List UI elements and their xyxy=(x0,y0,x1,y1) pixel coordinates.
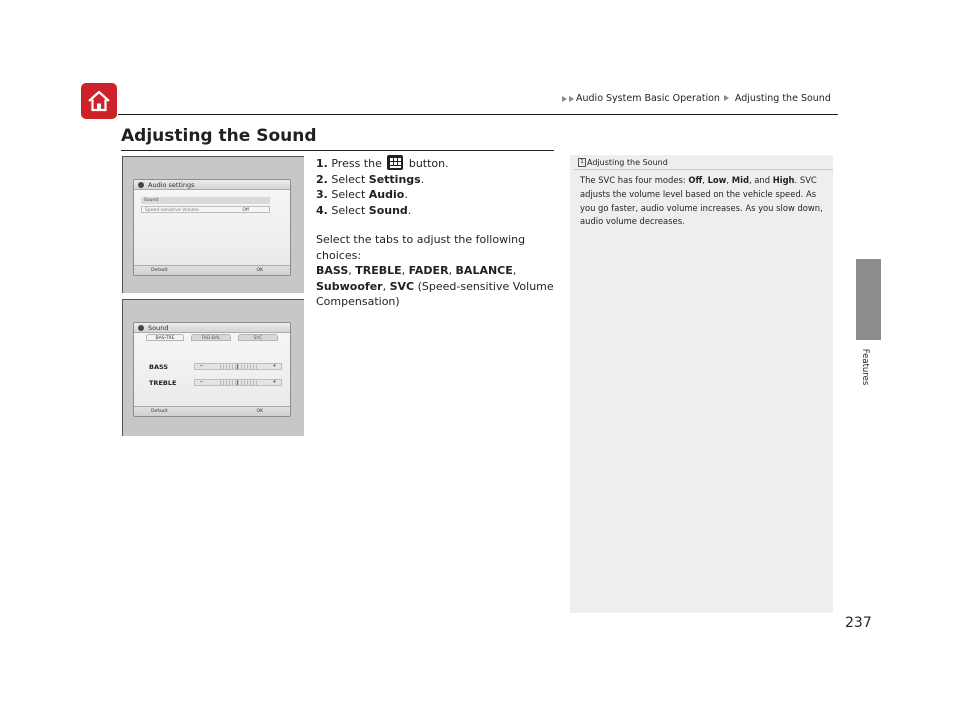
choice-bass: BASS xyxy=(316,264,349,277)
plus-icon: + xyxy=(272,379,277,385)
paragraph-text: (Speed-sensitive Volume Compensation) xyxy=(316,279,554,308)
separator: , xyxy=(702,175,708,185)
minus-icon: − xyxy=(199,363,204,369)
note-text: SVC adjusts the volume level based on the vehicle speed. As you go faster, audio volume increases. As you slow down, audio volume decreases. xyxy=(580,175,823,227)
display-screen xyxy=(133,322,291,417)
mode-off: Off xyxy=(688,175,703,185)
breadcrumb-item[interactable]: Adjusting the Sound xyxy=(734,93,831,104)
menu-item-value: Off xyxy=(242,208,249,213)
note-title: Adjusting the Sound xyxy=(587,158,668,167)
audio-settings-screenshot xyxy=(122,156,304,293)
back-icon xyxy=(138,182,144,188)
step-4 xyxy=(316,203,556,219)
breadcrumb-arrow-icon xyxy=(569,96,574,102)
choice-treble: TREBLE xyxy=(355,264,402,277)
treble-label: TREBLE xyxy=(149,379,177,387)
step-1 xyxy=(316,155,556,172)
step-text: Press the xyxy=(331,157,382,170)
screen-header xyxy=(134,180,290,190)
instructions xyxy=(316,155,556,310)
separator: , xyxy=(726,175,732,185)
display-screen xyxy=(133,179,291,276)
step-number: 1. xyxy=(316,157,328,170)
step-keyword: Audio xyxy=(368,188,405,201)
mode-low: Low xyxy=(707,175,727,185)
default-button: Default xyxy=(151,409,168,414)
step-text: . xyxy=(420,172,425,186)
minus-icon: − xyxy=(199,379,204,385)
mode-mid: Mid xyxy=(731,175,749,185)
separator: , xyxy=(348,264,356,277)
separator: . xyxy=(794,175,798,185)
separator: , and xyxy=(748,175,773,185)
note-box xyxy=(570,155,833,613)
bass-label: BASS xyxy=(149,363,169,371)
step-text: . xyxy=(404,188,408,201)
choice-fader: FADER xyxy=(408,264,449,277)
separator: , xyxy=(512,264,517,277)
step-text: button. xyxy=(408,157,449,170)
step-number: 3. xyxy=(316,188,328,201)
tab-bas-tre: BAS-TRE xyxy=(146,334,184,341)
choice-subwoofer: Subwoofer xyxy=(316,279,383,293)
step-number: 4. xyxy=(316,203,328,217)
treble-slider xyxy=(194,379,282,386)
page-title: Adjusting the Sound xyxy=(121,126,317,146)
choice-balance: BALANCE xyxy=(455,264,513,277)
step-number: 2. xyxy=(316,172,328,186)
slider-ticks: ||||||▌|||||| xyxy=(219,380,259,385)
ok-button: OK xyxy=(256,409,263,414)
menu-grid-icon xyxy=(387,155,403,170)
sound-settings-screenshot xyxy=(122,299,304,436)
bass-slider xyxy=(194,363,282,370)
tab-fad-bal: FAD-BAL xyxy=(191,334,231,341)
note-text: The SVC has four modes: xyxy=(580,175,689,185)
menu-item-sound xyxy=(141,197,270,204)
separator: , xyxy=(382,279,390,293)
ok-button: OK xyxy=(256,268,263,273)
note-number-icon: 1 xyxy=(578,158,586,167)
step-text: Select xyxy=(331,203,366,217)
step-text: . xyxy=(407,203,412,217)
step-text: Select xyxy=(331,188,366,201)
step-keyword: Sound xyxy=(368,203,408,217)
screen-footer xyxy=(134,406,290,416)
page-number: 237 xyxy=(845,615,872,631)
note-header xyxy=(578,158,668,167)
menu-item-label: Sound xyxy=(144,198,159,203)
separator: , xyxy=(448,264,456,277)
breadcrumb-arrow-icon xyxy=(724,95,729,101)
breadcrumb xyxy=(562,93,831,104)
step-text: Select xyxy=(331,172,366,186)
note-body xyxy=(580,174,826,229)
separator: , xyxy=(401,264,409,277)
slider-ticks: ||||||▌|||||| xyxy=(219,364,259,369)
breadcrumb-item[interactable]: Audio System Basic Operation xyxy=(576,93,720,104)
header-divider xyxy=(118,114,838,115)
step-keyword: Settings xyxy=(368,172,421,186)
screen-title: Audio settings xyxy=(148,181,195,189)
paragraph-text: Select the tabs to adjust the following choices: xyxy=(316,233,526,262)
plus-icon: + xyxy=(272,363,277,369)
mode-high: High xyxy=(772,175,795,185)
menu-item-label: Speed-sensitive Volume xyxy=(145,208,199,213)
choice-svc: SVC xyxy=(389,279,415,293)
screen-footer xyxy=(134,265,290,275)
note-divider xyxy=(574,169,833,170)
tab-svc: SVC xyxy=(238,334,278,341)
title-divider xyxy=(121,150,554,151)
step-3 xyxy=(316,187,556,203)
menu-item-svc xyxy=(141,206,270,213)
back-icon xyxy=(138,325,144,331)
default-button: Default xyxy=(151,268,168,273)
home-icon[interactable] xyxy=(81,83,117,119)
screen-header xyxy=(134,323,290,333)
choices-paragraph xyxy=(316,232,556,310)
section-tab-label: Features xyxy=(860,348,870,386)
screen-title: Sound xyxy=(148,324,169,332)
step-2 xyxy=(316,172,556,188)
breadcrumb-arrow-icon xyxy=(562,96,567,102)
